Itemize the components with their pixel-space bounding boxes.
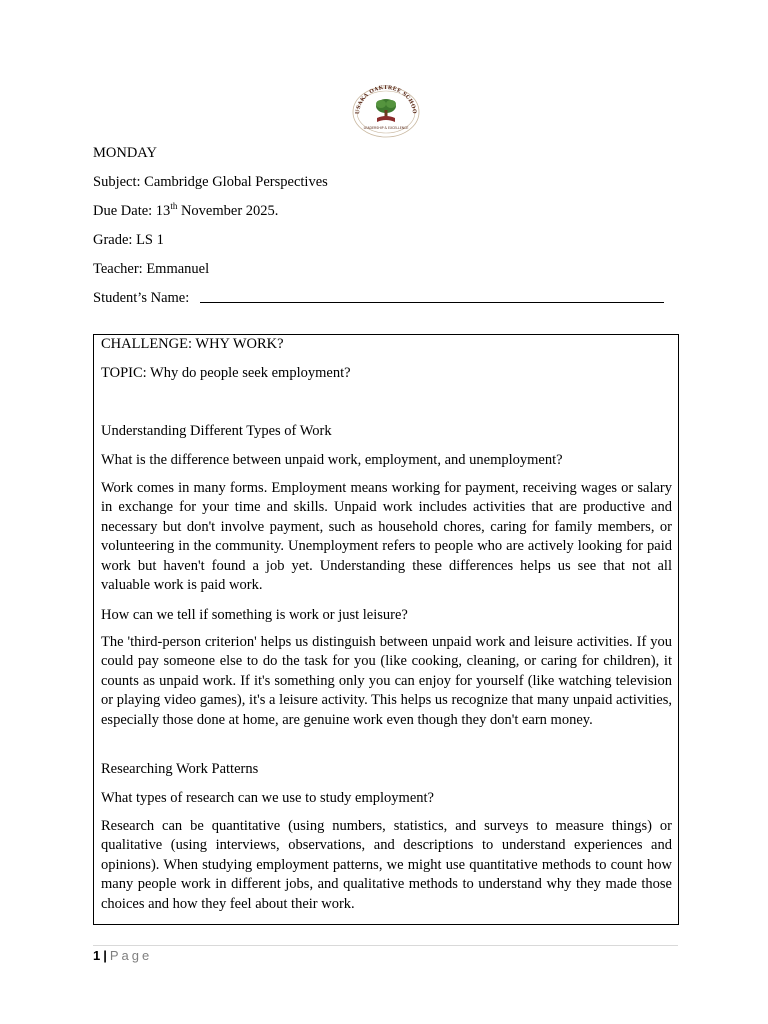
question-work-or-leisure: How can we tell if something is work or just leisure? bbox=[101, 607, 408, 623]
footer-divider bbox=[93, 945, 678, 946]
subject-line: Subject: Cambridge Global Perspectives bbox=[93, 174, 328, 190]
topic-line: TOPIC: Why do people seek employment? bbox=[101, 365, 351, 381]
due-date-superscript: th bbox=[170, 201, 178, 211]
due-date-prefix: Due Date: 13 bbox=[93, 203, 171, 219]
section-heading-types-of-work: Understanding Different Types of Work bbox=[101, 423, 332, 439]
section-heading-research: Researching Work Patterns bbox=[101, 761, 259, 777]
day-label: MONDAY bbox=[93, 145, 157, 161]
logo-motto: LEADERSHIP & EXCELLENCE bbox=[363, 126, 409, 130]
question-research-types: What types of research can we use to study employment? bbox=[101, 790, 434, 806]
challenge-title: CHALLENGE: WHY WORK? bbox=[101, 336, 284, 352]
answer-unpaid-work: Work comes in many forms. Employment means working for payment, receiving wages or salary in exchange for your time and skills. Unpaid work includes activities that are productive and necessary but don't involve payment, such as household chores, caring for family members, or volunteering in the community. Unemployment refers to people who are actively looking for paid work but haven't found a job yet. Understanding these differences helps us see that not all valuable work is paid work. bbox=[101, 480, 672, 594]
due-date-line bbox=[93, 202, 278, 220]
student-name-label: Student’s Name: bbox=[93, 290, 190, 306]
logo-arc-text: USAKA OAKTREE SCHOO bbox=[354, 84, 418, 115]
answer-research-types: Research can be quantitative (using numbers, statistics, and surveys to measure things) or qualitative (using interviews, observations, and descriptions to understand experiences and opinions). When studying employment patterns, we might use quantitative methods to count how many people work in different jobs, and qualitative methods to understand why they made those choices and how they feel about their work. bbox=[101, 818, 672, 912]
teacher-line: Teacher: Emmanuel bbox=[93, 261, 210, 277]
answer-work-or-leisure: The 'third-person criterion' helps us distinguish between unpaid work and leisure activities. If you could pay someone else to do the task for you (like cooking, cleaning, or caring for children), it counts as unpaid work. If it's something only you can enjoy for yourself (like watching television or playing video games), it's a leisure activity. This helps us recognize that many unpaid activities, especially those done at home, are genuine work even though they don't earn money. bbox=[101, 634, 672, 728]
school-logo bbox=[350, 82, 422, 138]
page-number: 1 bbox=[93, 948, 101, 963]
page-label: Page bbox=[109, 948, 153, 963]
student-name-blank[interactable] bbox=[200, 302, 664, 303]
content-box bbox=[93, 334, 679, 925]
footer-separator: | bbox=[103, 948, 107, 963]
grade-line: Grade: LS 1 bbox=[93, 232, 164, 248]
due-date-suffix: November 2025. bbox=[177, 203, 279, 219]
page-footer bbox=[93, 948, 152, 964]
question-unpaid-work: What is the difference between unpaid work, employment, and unemployment? bbox=[101, 452, 563, 468]
